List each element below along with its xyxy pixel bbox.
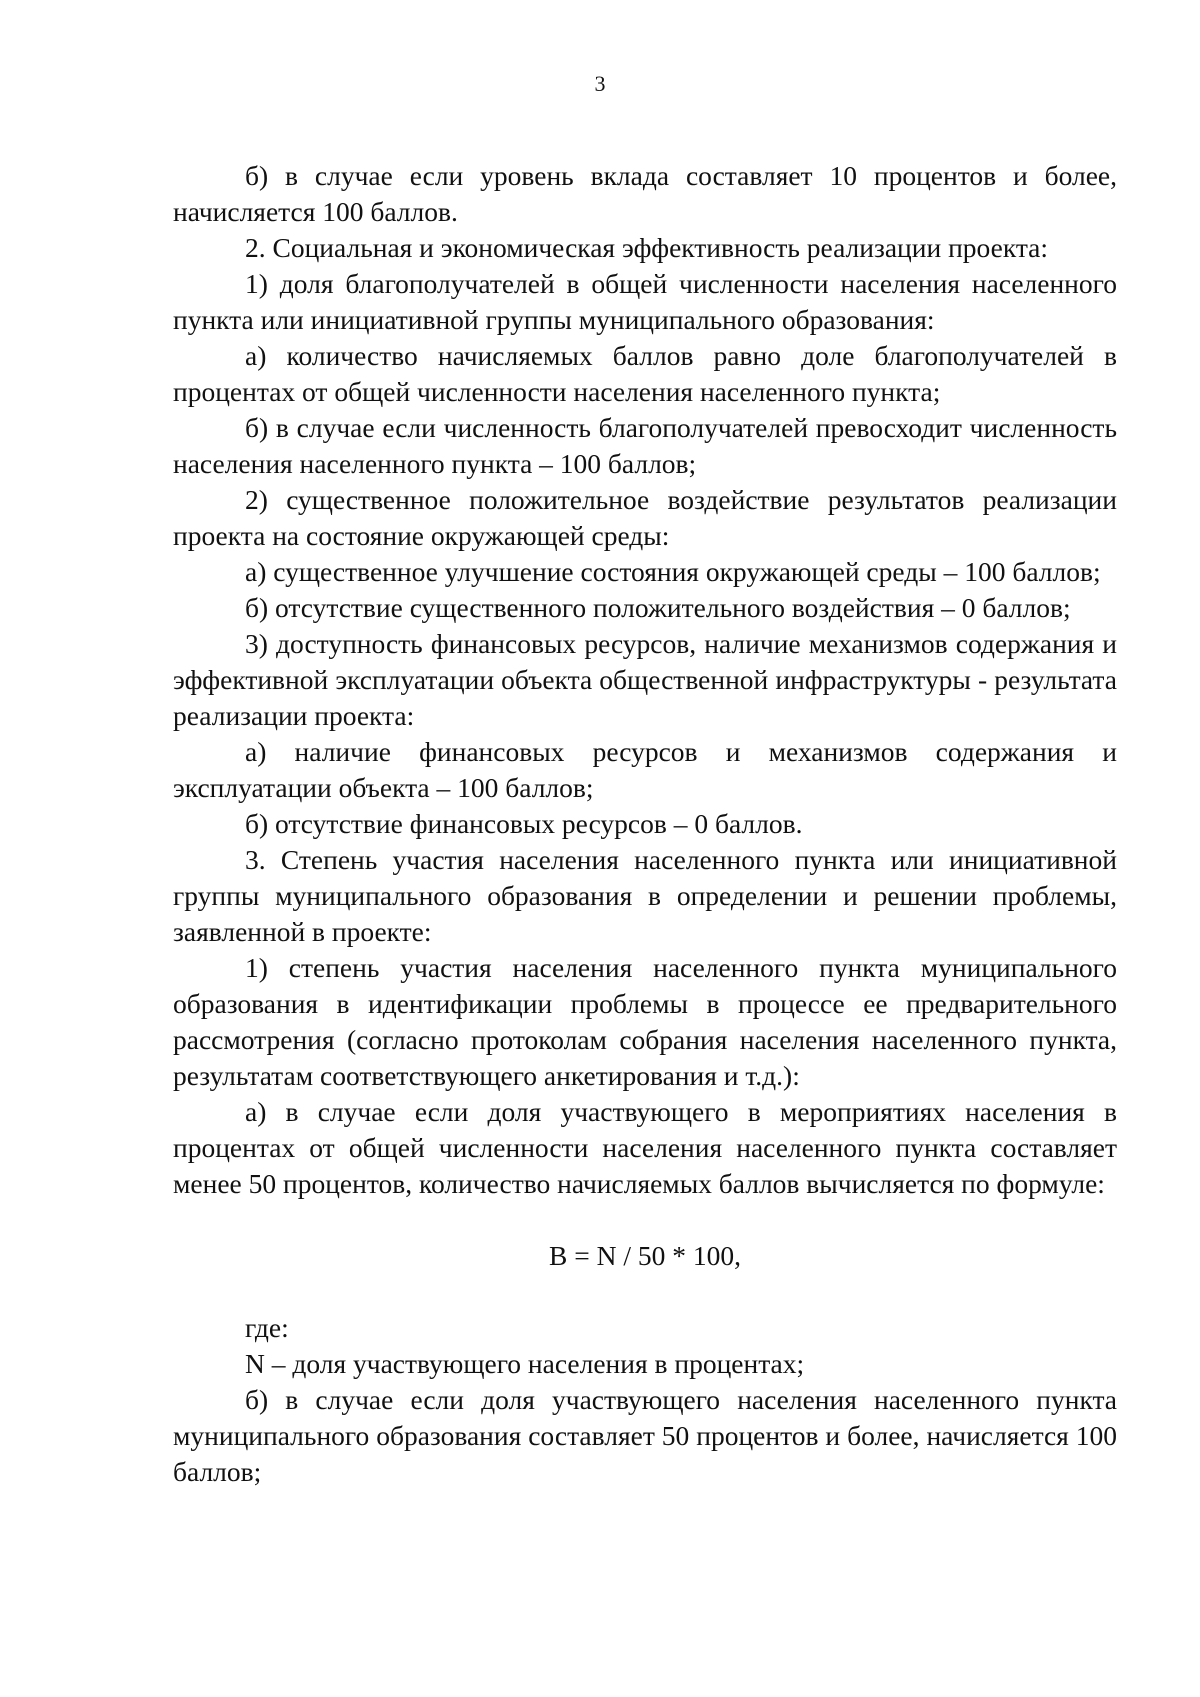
paragraph: 3) доступность финансовых ресурсов, наличие механизмов содержания и эффективной эксплуатации объекта общественной инфраструктуры - результата реализации проекта:: [173, 628, 1117, 731]
paragraph: где:: [245, 1312, 289, 1343]
paragraph: а) количество начисляемых баллов равно доле благополучателей в процентах от общей численности населения населенного пункта;: [173, 340, 1117, 407]
document-body: [173, 158, 1117, 1490]
paragraph: б) в случае если доля участвующего населения населенного пункта муниципального образования составляет 50 процентов и более, начисляется 100 баллов;: [173, 1384, 1117, 1487]
paragraph: 2) существенное положительное воздействие результатов реализации проекта на состояние окружающей среды:: [173, 484, 1117, 551]
paragraph: 1) степень участия населения населенного пункта муниципального образования в идентификации проблемы в процессе ее предварительного рассмотрения (согласно протоколам собрания населения населенного пункта, результатам соответствующего анкетирования и т.д.):: [173, 952, 1117, 1091]
paragraph: 3. Степень участия населения населенного пункта или инициативной группы муниципального образования в определении и решении проблемы, заявленной в проекте:: [173, 844, 1117, 947]
paragraph: а) в случае если доля участвующего в мероприятиях населения в процентах от общей численности населения населенного пункта составляет менее 50 процентов, количество начисляемых баллов вычисляется по формуле:: [173, 1096, 1117, 1199]
paragraph: б) отсутствие финансовых ресурсов – 0 баллов.: [245, 808, 803, 839]
paragraph: б) в случае если численность благополучателей превосходит численность населения населенного пункта – 100 баллов;: [173, 412, 1117, 479]
paragraph: N – доля участвующего населения в процентах;: [245, 1348, 805, 1379]
paragraph: б) в случае если уровень вклада составляет 10 процентов и более, начисляется 100 баллов.: [173, 160, 1117, 227]
page-number: 3: [594, 71, 606, 96]
formula: B = N / 50 * 100,: [549, 1240, 741, 1271]
paragraph: 1) доля благополучателей в общей численности населения населенного пункта или инициативной группы муниципального образования:: [173, 268, 1117, 335]
paragraph: а) существенное улучшение состояния окружающей среды – 100 баллов;: [245, 556, 1101, 587]
paragraph: 2. Социальная и экономическая эффективность реализации проекта:: [245, 232, 1049, 263]
paragraph: а) наличие финансовых ресурсов и механизмов содержания и эксплуатации объекта – 100 баллов;: [173, 736, 1117, 803]
paragraph: б) отсутствие существенного положительного воздействия – 0 баллов;: [245, 592, 1071, 623]
